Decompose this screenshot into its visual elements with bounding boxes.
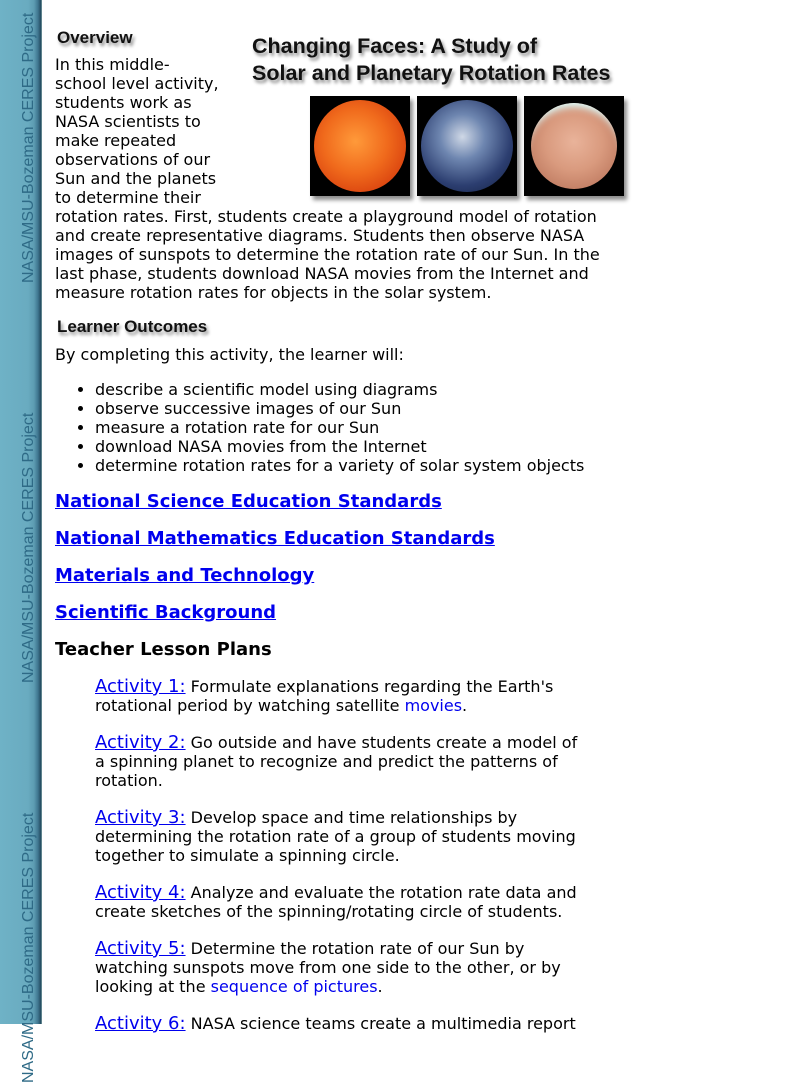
activity-3-link[interactable]: Activity 3: bbox=[95, 807, 186, 828]
sidebar-label: NASA/MSU-Bozeman CERES Project bbox=[20, 412, 37, 683]
punctuation: . bbox=[377, 977, 383, 996]
title-line-2: Solar and Planetary Rotation Rates bbox=[252, 61, 611, 85]
movies-link[interactable]: movies bbox=[404, 696, 463, 715]
activity-6-link[interactable]: Activity 6: bbox=[95, 1013, 186, 1034]
activity-text: NASA science teams create a multimedia report bbox=[185, 1014, 576, 1033]
overview-text: In this middle-school level activity, students work as NASA scientists to make repeated observations of our Sun and the planets to determine their rotation rates. First, students create a playground model of rotation and create representative diagrams. Students then observe NASA images of sunspots to determine the rotation rate of our Sun. In the last phase, students download NASA movies from the Internet and measure rotation rates for objects in the solar system. bbox=[55, 55, 600, 302]
materials-link[interactable]: Materials and Technology bbox=[55, 565, 315, 586]
outcome-list bbox=[55, 380, 584, 475]
activity-item bbox=[95, 808, 590, 865]
lesson-plans-heading: Teacher Lesson Plans bbox=[55, 639, 272, 660]
sequence-of-pictures-link[interactable]: sequence of pictures bbox=[210, 977, 378, 996]
overview-text-block bbox=[55, 55, 615, 302]
activity-4-link[interactable]: Activity 4: bbox=[95, 882, 186, 903]
activity-text: Develop space and time relationships by determining the rotation rate of a group of students moving together to simulate a spinning circle. bbox=[95, 808, 576, 865]
sidebar-label: NASA/MSU-Bozeman CERES Project bbox=[20, 12, 37, 283]
activity-list bbox=[95, 677, 590, 1051]
punctuation: . bbox=[462, 696, 468, 715]
list-item: • describe a scientific model using diagrams bbox=[95, 380, 584, 399]
sidebar-label: NASA/MSU-Bozeman CERES Project bbox=[20, 812, 37, 1083]
activity-text: Go outside and have students create a model of a spinning planet to recognize and predict the patterns of rotation. bbox=[95, 733, 578, 790]
list-item: • observe successive images of our Sun bbox=[95, 399, 584, 418]
activity-item bbox=[95, 677, 590, 715]
activity-item bbox=[95, 733, 590, 790]
title-line-1: Changing Faces: A Study of bbox=[252, 34, 538, 58]
science-standards-link[interactable]: National Science Education Standards bbox=[55, 491, 442, 512]
activity-5-link[interactable]: Activity 5: bbox=[95, 938, 186, 959]
activity-item bbox=[95, 883, 590, 921]
outcomes-heading: Learner Outcomes bbox=[57, 317, 208, 336]
list-item: • determine rotation rates for a variety of solar system objects bbox=[95, 456, 584, 475]
list-item: • measure a rotation rate for our Sun bbox=[95, 418, 584, 437]
list-item: • download NASA movies from the Internet bbox=[95, 437, 584, 456]
sidebar bbox=[0, 0, 42, 1083]
activity-item bbox=[95, 939, 590, 996]
background-link[interactable]: Scientific Background bbox=[55, 602, 277, 623]
activity-text: Formulate explanations regarding the Earth's rotational period by watching satellite bbox=[95, 677, 554, 715]
outcomes-intro: By completing this activity, the learner will: bbox=[55, 345, 404, 364]
overview-heading: Overview bbox=[57, 28, 133, 47]
activity-1-link[interactable]: Activity 1: bbox=[95, 676, 186, 697]
activity-2-link[interactable]: Activity 2: bbox=[95, 732, 186, 753]
math-standards-link[interactable]: National Mathematics Education Standards bbox=[55, 528, 495, 549]
activity-text: Analyze and evaluate the rotation rate data and create sketches of the spinning/rotating circle of students. bbox=[95, 883, 577, 921]
activity-text: Determine the rotation rate of our Sun by watching sunspots move from one side to the other, or by looking at the bbox=[95, 939, 561, 996]
